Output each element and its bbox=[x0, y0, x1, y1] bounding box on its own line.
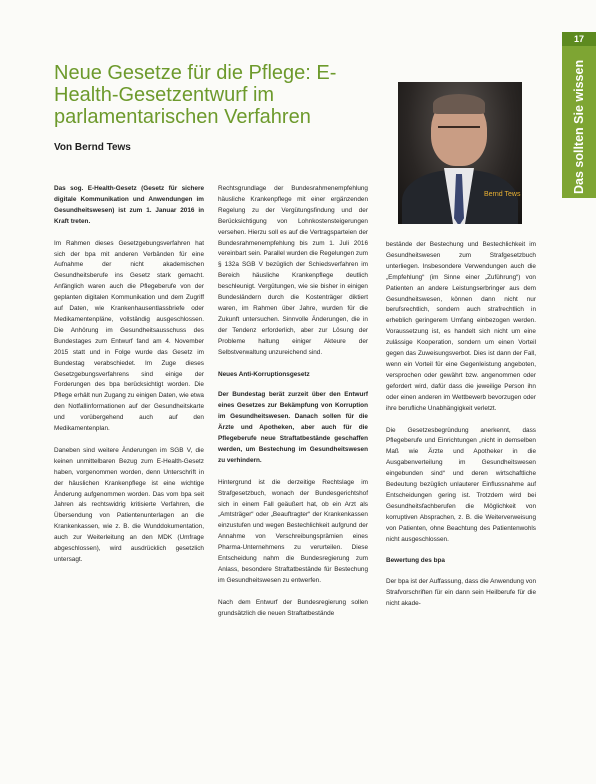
paragraph: bestände der Bestechung und Bestechlichkeit im Gesundheitswesen zum Strafgesetzbuch unterliegen. Insbesondere Verwendungen auch die „Empfehlung“ (im Sinne einer „Zuführung“) von Patienten an andere Leistungserbringer aus dem Gesundheitswesen, können dann nicht nur berufsrechtlich, sondern auch strafrechtlich in erheblich geringerem Umfang einbezogen werden. Voraussetzung ist, es handelt sich nicht um eine zulässige Kooperation, sondern um einen Vorteil gegen das Zuweisungsverbot. Dies ist dann der Fall, wenn ein Vorteil für eine Gegenleistung angeboten, versprochen oder gewährt bzw. angenommen oder gefordert wird, dafür dass die jeweilige Person ihn oder einen anderen im Wettbewerb bevorzugen oder ihre berufliche Unabhängigkeit verletzt. bbox=[386, 241, 536, 412]
article-byline: Von Bernd Tews bbox=[54, 142, 131, 153]
lead-paragraph: Der Bundestag berät zurzeit über den Entwurf eines Gesetzes zur Bekämpfung von Korruption im Gesundheitswesen. Danach sollen für die Ärzte und Apotheken, aber auch für die Pflegeberufe neue Straftatbestände geschaffen werden, um Bestechung im Gesundheitswesen zu verhindern. bbox=[218, 391, 368, 464]
photo-caption: Bernd Tews bbox=[484, 191, 521, 198]
paragraph: Rechtsgrundlage der Bundesrahmenempfehlung häusliche Krankenpflege mit einer ergänzenden Regelung zu der Vergütungsfindung und der Berücksichtigung von Lohnkostensteigerungen versehen. Hierzu soll es auf die Vertragsparteien der Bundesrahmenempfehlung bis zum 1. Juli 2016 vereinbart sein. Parallel wurden die Regelungen zum § 132a SGB V bezüglich der Schiedsverfahren im Bereich häusliche Krankenpflege deutlich beschleunigt. Vergütungen, wie sie bisher in einigen Bundesländern durch die Kostenträger diktiert waren, im Rahmen über Jahre, wurden für die Zukunft untersuchen. Sinnvolle Änderungen, die in der Tendenz erforderlich, aber zur Lösung der Probleme haltung einiger Akteure der Selbstverwaltung unzureichend sind. bbox=[218, 185, 368, 356]
column-1 bbox=[54, 184, 204, 577]
page-number: 17 bbox=[562, 32, 596, 46]
section-heading: Neues Anti-Korruptionsgesetz bbox=[218, 370, 310, 378]
column-2 bbox=[218, 184, 368, 631]
author-photo bbox=[398, 82, 522, 224]
paragraph: Hintergrund ist die derzeitige Rechtslage im Strafgesetzbuch, wonach der Bundesgerichtshof sich in einem Fall geäußert hat, ob ein Arzt als „Amtsträger“ oder „Beauftragter“ der Krankenkassen einzustufen und wegen Bestechlichkeit aufgrund der Annahme von Verschreibungsprämien eines Pharma-Unternehmens zu verurteilen. Diese Entscheidung nahm die Bundesregierung zum Anlass, besondere Straftatbestände für Bestechung im Gesundheitswesen zu entwerfen. bbox=[218, 478, 368, 584]
lead-paragraph: Das sog. E-Health-Gesetz (Gesetz für sichere digitale Kommunikation und Anwendungen im Gesundheitswesen) ist zum 1. Januar 2016 in Kraft treten. bbox=[54, 185, 204, 225]
paragraph: Nach dem Entwurf der Bundesregierung sollen grundsätzlich die neuen Straftatbestände bbox=[218, 598, 368, 617]
section-heading: Bewertung des bpa bbox=[386, 557, 445, 565]
paragraph: Im Rahmen dieses Gesetzgebungsverfahren hat sich der bpa mit anderen Verbänden für eine Aufnahme der nicht akademischen Gesundheitsberufe ins Gesetz stark gemacht. Anfänglich waren auch die Pflegeberufe von der geplanten digitalen Kommunikation und dem Zugriff auf Daten, wie Krankenhausentlassbriefe oder Medikamentenpläne, vollständig ausgeschlossen. Die Anhörung im Gesundheitsausschuss des Bundestages zum Entwurf fand am 4. November 2015 statt und in Folge wurde das Gesetz im Bundestag verabschiedet. Im Zuge dieses Gesetzgebungsverfahrens sind einige der Forderungen des bpa berücksichtigt worden. Die Pflege erhält nun Zugang zu einigen Daten, wie etwa den Notfallinformationen auf der Gesundheitskarte und vorübergehend auch auf den Medikamentenplan. bbox=[54, 239, 204, 433]
section-label: Das sollten Sie wissen bbox=[572, 59, 586, 194]
photo-glasses bbox=[438, 126, 480, 140]
paragraph: Die Gesetzesbegründung anerkennt, dass Pflegeberufe und Einrichtungen „nicht in demselben Maß wie Ärzte und Apotheker in die Ausgabenverteilung im Gesundheitswesen eingebunden sind“ und deren wirtschaftliche Bedeutung bezüglich unlauterer Einflussnahme auf Entscheidungen gering ist. Trotzdem wird bei Gesundheitsfachberufen die Möglichkeit von korruptiven Absprachen, z. B. die Weiterverweisung von Patienten, ohne Beachtung des Patientenwohls nicht ausgeschlossen. bbox=[386, 426, 536, 543]
paragraph: Daneben sind weitere Änderungen im SGB V, die keinen unmittelbaren Bezug zum E-Health-Gesetz haben, vorgenommen worden, denn Unterschrift in der häuslichen Krankenpflege ist eine wichtige Änderung aufgenommen worden. Das vom bpa seit Jahren als rechtswidrig kritisierte Verfahren, die Übersendung von Patientenunterlagen an die Krankenkassen, wie z. B. die Wunddokumentation, auch zur Weiterleitung an den MDK (Umfrage abgeschlossen), wird ausdrücklich gesetzlich untersagt. bbox=[54, 446, 204, 563]
article-title: Neue Gesetze für die Pflege: E-Health-Gesetzentwurf im parlamentarischen Verfahren bbox=[54, 62, 337, 128]
column-3 bbox=[386, 240, 536, 621]
paragraph: Der bpa ist der Auffassung, dass die Anwendung von Strafvorschriften für ein dann sein Heilberufe für die nicht akade- bbox=[386, 578, 536, 608]
photo-hair bbox=[433, 94, 485, 114]
